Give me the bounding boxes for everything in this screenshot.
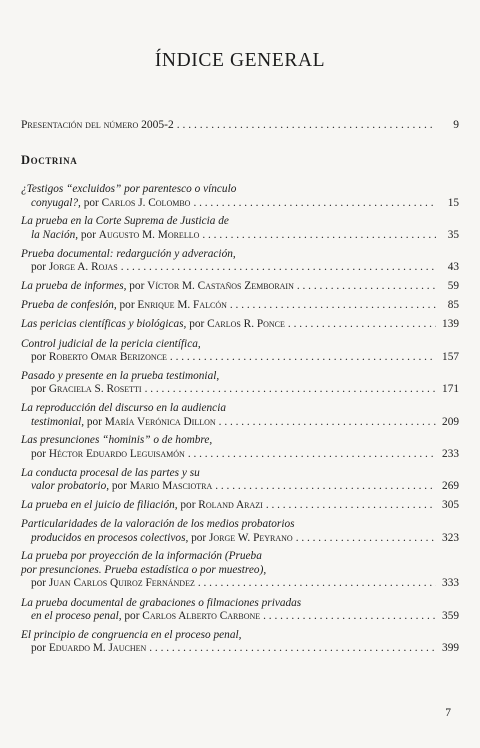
dot-leader <box>215 480 436 494</box>
entry-final-line <box>21 299 459 313</box>
entry-title-tail <box>31 383 142 397</box>
entry-title-tail <box>31 261 118 275</box>
dot-leader <box>170 351 436 365</box>
entry-title-tail <box>31 351 167 365</box>
entry-title-line: Pasado y presente en la prueba testimonial, <box>21 369 220 382</box>
entry-page-number: 305 <box>442 498 459 511</box>
author-prefix: por <box>31 577 49 590</box>
entry-author: Víctor M. Castaños Zemborain <box>147 279 294 292</box>
entry-title-fragment: Prueba de confesión, <box>21 299 120 311</box>
dot-leader <box>149 642 436 656</box>
dot-leader <box>198 577 436 591</box>
dot-leader <box>263 610 436 624</box>
entry-author: Augusto M. Morello <box>98 228 200 241</box>
entry-title-fragment: testimonial, <box>31 415 87 428</box>
dot-leader <box>145 383 436 397</box>
entry-page-number: 333 <box>442 577 459 590</box>
entry-title-line: Particularidades de la valoración de los medios probatorios <box>21 518 295 530</box>
entry-title-line: Control judicial de la pericia científica, <box>21 337 201 350</box>
entry-author: Roberto Omar Berizonce <box>48 351 167 364</box>
entry-page-number: 59 <box>447 279 459 292</box>
entry-title-fragment: en el proceso penal, <box>31 610 125 623</box>
toc-entry[interactable] <box>21 215 459 242</box>
entry-title-line: La prueba documental de grabaciones o filmaciones privadas <box>21 596 302 609</box>
toc-entry[interactable] <box>21 597 459 624</box>
toc-entry[interactable] <box>21 338 459 365</box>
entry-final-line <box>21 280 459 294</box>
dot-leader <box>297 280 436 294</box>
entry-title-line: Prueba documental: redargución y adveración, <box>21 247 236 260</box>
toc-entry[interactable] <box>21 299 459 313</box>
entry-title-fragment: valor probatorio, <box>31 480 112 493</box>
entry-title-line: La prueba en la Corte Suprema de Justicia de <box>21 215 229 228</box>
entry-title-line: Las presunciones “hominis” o de hombre, <box>21 434 213 447</box>
dot-leader <box>188 448 436 462</box>
author-prefix: por <box>111 480 130 493</box>
dot-leader <box>230 299 436 313</box>
entry-final-line <box>21 642 459 656</box>
toc-entry[interactable] <box>21 402 459 429</box>
entry-author: María Verónica Dillon <box>104 415 216 428</box>
entry-page-number: 233 <box>442 447 459 460</box>
entry-author: Carlos J. Colombo <box>101 196 191 209</box>
entry-page-number: 157 <box>442 351 459 364</box>
toc-entry[interactable] <box>21 434 459 461</box>
author-prefix: por <box>31 261 49 274</box>
author-prefix: por <box>189 318 208 331</box>
entry-author: Jorge A. Rojas <box>48 261 118 274</box>
entry-title-tail <box>31 229 199 243</box>
entry-title-fragment: La prueba de informes, <box>21 279 130 292</box>
entry-title-tail <box>21 299 227 313</box>
entry-title-tail <box>31 197 190 211</box>
author-prefix: por <box>191 531 209 544</box>
entry-title-fragment: conyugal?, <box>31 196 84 209</box>
entry-title-fragment: Las pericias científicas y biológicas, <box>21 318 190 331</box>
entry-page-number: 209 <box>442 415 459 428</box>
entry-page-number: 269 <box>442 480 459 493</box>
presentation-page-number: 9 <box>453 119 459 131</box>
section-heading: Doctrina <box>21 153 78 167</box>
toc-entry[interactable] <box>21 467 459 494</box>
entry-title-line: El principio de congruencia en el proceso penal, <box>21 628 242 641</box>
entry-final-line <box>21 416 459 430</box>
toc-entry[interactable] <box>21 629 459 656</box>
entry-final-line <box>21 351 459 365</box>
entry-author: Héctor Eduardo Leguisamón <box>48 447 185 460</box>
entry-title-tail <box>31 642 146 656</box>
entry-final-line <box>21 448 459 462</box>
author-prefix: por <box>180 498 199 511</box>
author-prefix: por <box>31 447 49 460</box>
entry-final-line <box>21 197 459 211</box>
dot-leader <box>296 532 436 546</box>
entry-author: Graciela S. Rosetti <box>48 383 142 396</box>
entry-title-fragment: La prueba en el juicio de filiación, <box>21 498 181 511</box>
entry-title-line: La conducta procesal de las partes y su <box>21 466 200 479</box>
entry-title-tail <box>31 448 185 462</box>
author-prefix: por <box>80 228 99 241</box>
dot-leader <box>266 499 436 513</box>
author-prefix: por <box>86 415 105 428</box>
entry-final-line <box>21 532 459 546</box>
entry-author: Jorge W. Peyrano <box>209 531 293 544</box>
entry-final-line <box>21 577 459 591</box>
page-title: ÍNDICE GENERAL <box>154 50 326 71</box>
entry-title-fragment: producidos en procesos colectivos, <box>31 531 192 544</box>
presentation-label: Presentación del número 2005-2 <box>21 119 174 131</box>
dot-leader <box>193 197 436 211</box>
entry-author: Carlos R. Ponce <box>207 318 285 331</box>
author-prefix: por <box>31 642 49 655</box>
author-prefix: por <box>83 196 102 209</box>
entry-final-line <box>21 610 459 624</box>
toc-entry[interactable] <box>21 248 459 275</box>
entry-page-number: 43 <box>447 261 459 274</box>
entry-page-number: 35 <box>447 228 459 241</box>
entry-title-tail <box>21 280 294 294</box>
entry-title-fragment: la Nación, <box>31 228 81 241</box>
dot-leader <box>288 318 436 332</box>
entry-page-number: 139 <box>442 318 459 331</box>
entry-title-tail <box>21 499 263 513</box>
toc-entry[interactable] <box>21 183 459 210</box>
entry-author: Eduardo M. Jauchen <box>48 642 147 655</box>
author-prefix: por <box>31 383 49 396</box>
entry-page-number: 323 <box>442 531 459 544</box>
toc-list <box>21 183 459 661</box>
entry-final-line <box>21 229 459 243</box>
entry-title-tail <box>31 480 212 494</box>
entry-author: Roland Arazi <box>198 498 263 511</box>
entry-author: Juan Carlos Quiroz Fernández <box>48 577 195 590</box>
entry-page-number: 85 <box>447 299 459 311</box>
entry-title-tail <box>31 416 216 430</box>
toc-entry[interactable] <box>21 550 459 591</box>
entry-author: Carlos Alberto Carbone <box>142 610 261 623</box>
entry-final-line <box>21 318 459 332</box>
author-prefix: por <box>31 351 49 364</box>
entry-title-tail <box>31 577 195 591</box>
entry-final-line <box>21 261 459 275</box>
entry-title-line: ¿Testigos “excluidos” por parentesco o vínculo <box>21 183 237 195</box>
entry-title-line: La reproducción del discurso en la audiencia <box>21 402 226 414</box>
entry-title-line: por presunciones. Prueba estadística o por muestreo), <box>21 563 267 576</box>
page-folio: 7 <box>445 707 451 719</box>
entry-page-number: 15 <box>447 196 459 209</box>
toc-entry[interactable] <box>21 370 459 397</box>
author-prefix: por <box>124 610 143 623</box>
entry-final-line <box>21 480 459 494</box>
entry-page-number: 399 <box>442 642 459 655</box>
entry-page-number: 171 <box>442 383 459 396</box>
toc-entry[interactable] <box>21 499 459 513</box>
entry-title-tail <box>21 318 285 332</box>
entry-final-line <box>21 499 459 513</box>
entry-title-line: La prueba por proyección de la información (Prueba <box>21 550 262 563</box>
dot-leader <box>219 416 436 430</box>
entry-title-tail <box>31 610 260 624</box>
toc-entry[interactable] <box>21 518 459 545</box>
presentation-entry[interactable] <box>21 119 459 131</box>
entry-final-line <box>21 383 459 397</box>
dot-leader <box>121 261 436 275</box>
entry-author: Enrique M. Falcón <box>137 299 227 311</box>
author-prefix: por <box>129 279 148 292</box>
dot-leader <box>177 119 436 131</box>
dot-leader <box>202 229 436 243</box>
entry-title-tail <box>31 532 293 546</box>
toc-entry[interactable] <box>21 318 459 332</box>
toc-entry[interactable] <box>21 280 459 294</box>
author-prefix: por <box>119 299 138 311</box>
entry-author: Mario Masciotra <box>129 480 213 493</box>
entry-page-number: 359 <box>442 610 459 623</box>
